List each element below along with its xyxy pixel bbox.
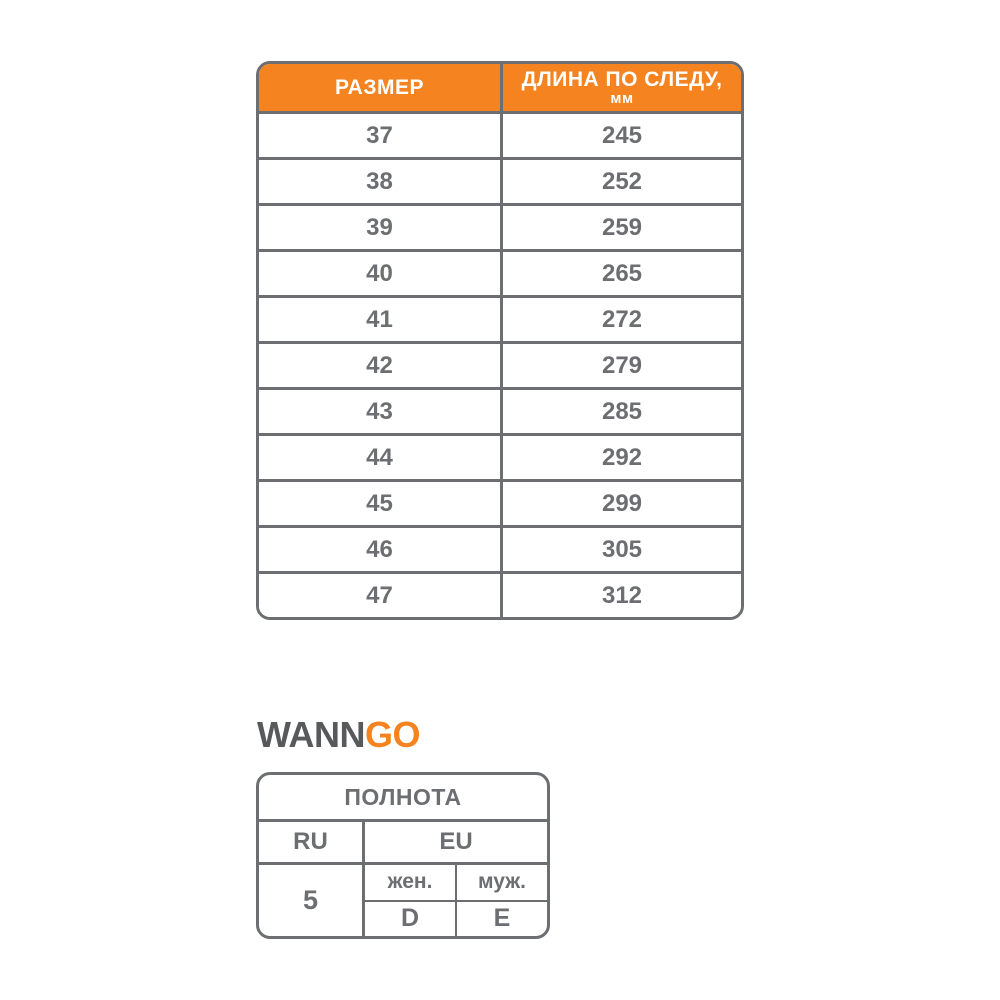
size-cell: 37 (366, 121, 393, 149)
size-table-header-row (259, 64, 741, 111)
size-cell: 39 (366, 213, 393, 241)
eu-standard-label: EU (439, 828, 473, 855)
length-cell: 279 (500, 344, 741, 387)
table-row (259, 249, 741, 295)
length-cell: 259 (500, 206, 741, 249)
table-row (259, 433, 741, 479)
fullness-standards-row (259, 819, 547, 862)
size-table-header-length (500, 64, 741, 111)
women-label: жен. (387, 870, 433, 894)
length-cell: 285 (500, 390, 741, 433)
fullness-table-title: ПОЛНОТА (344, 783, 462, 810)
header-length-label-line2: мм (610, 90, 634, 107)
brand-logo-gray-part: WANN (257, 714, 365, 755)
size-cell: 38 (366, 167, 393, 195)
length-cell: 245 (500, 114, 741, 157)
table-row (259, 387, 741, 433)
length-cell: 272 (500, 298, 741, 341)
men-label: муж. (455, 865, 547, 900)
table-row (259, 295, 741, 341)
size-cell: 47 (366, 581, 393, 609)
ru-fullness-value: 5 (259, 865, 365, 936)
length-cell: 299 (500, 482, 741, 525)
size-cell: 41 (366, 305, 393, 333)
eu-gender-labels-row (365, 865, 547, 900)
header-length-label-line1: ДЛИНА ПО СЛЕДУ, (521, 68, 723, 91)
table-row (259, 203, 741, 249)
size-table-header-size (259, 64, 500, 111)
men-fullness-value: E (455, 902, 547, 937)
length-cell: 312 (500, 574, 741, 617)
eu-gender-values-row (365, 900, 547, 937)
eu-fullness-subtable (365, 865, 547, 936)
length-cell: 252 (500, 160, 741, 203)
table-row (259, 525, 741, 571)
fullness-values-row (259, 862, 547, 936)
size-cell: 42 (366, 351, 393, 379)
size-cell: 45 (366, 489, 393, 517)
brand-logo (257, 714, 420, 756)
size-cell: 46 (366, 535, 393, 563)
women-fullness-value: D (400, 904, 420, 933)
fullness-table (256, 772, 550, 939)
table-row (259, 571, 741, 617)
header-size-label: РАЗМЕР (335, 76, 424, 99)
size-table (256, 61, 744, 620)
table-row (259, 479, 741, 525)
size-cell: 40 (366, 259, 393, 287)
table-row (259, 111, 741, 157)
length-cell: 305 (500, 528, 741, 571)
size-cell: 44 (366, 443, 393, 471)
length-cell: 292 (500, 436, 741, 479)
table-row (259, 157, 741, 203)
brand-logo-orange-part: GO (365, 714, 421, 755)
table-row (259, 341, 741, 387)
length-cell: 265 (500, 252, 741, 295)
size-cell: 43 (366, 397, 393, 425)
ru-standard-label: RU (259, 822, 365, 862)
